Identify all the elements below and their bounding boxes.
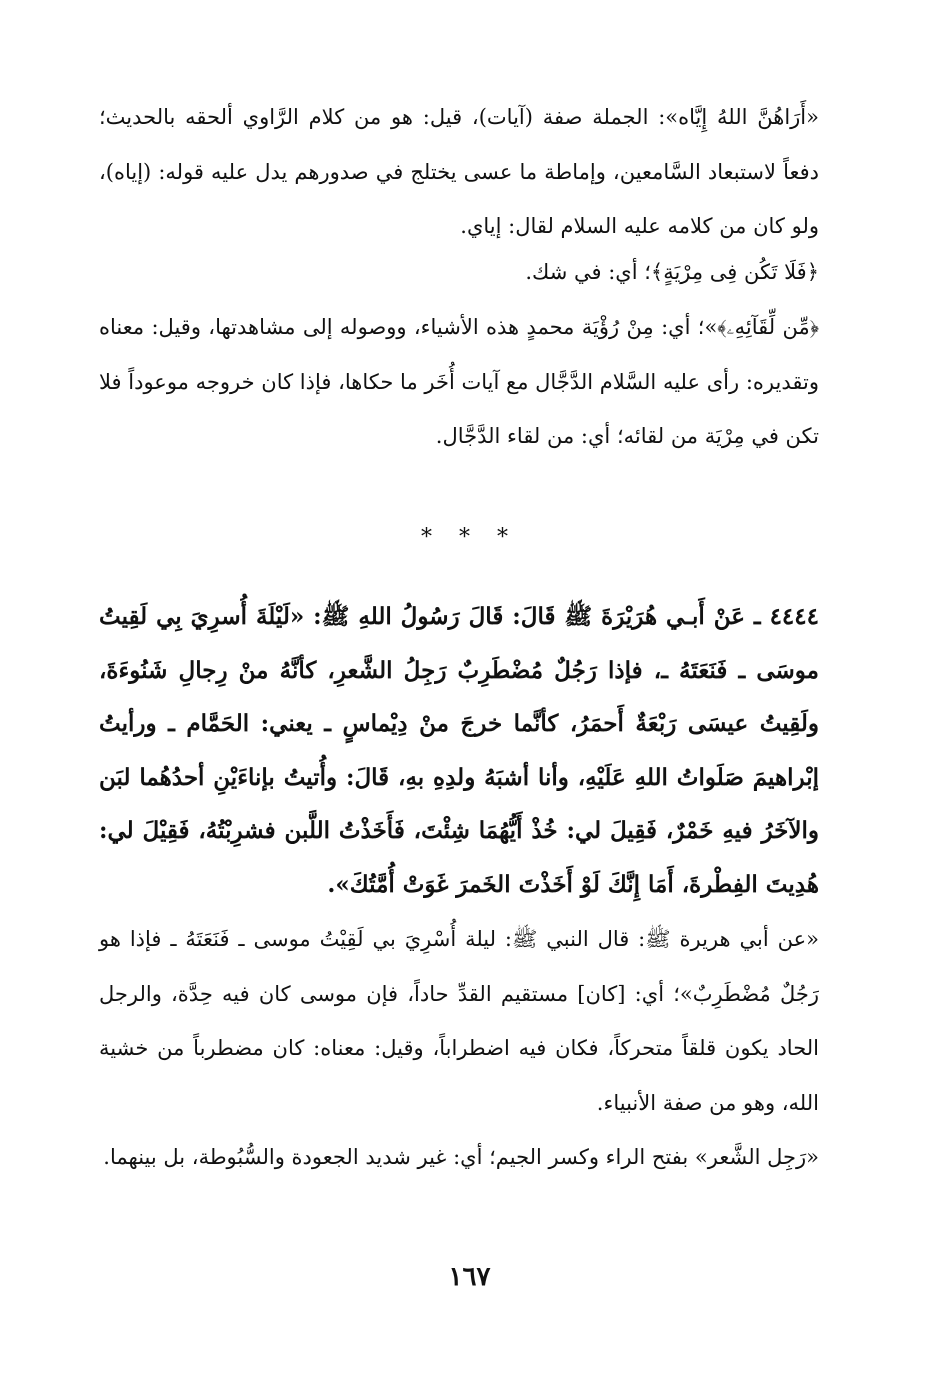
hadith-text: ٤٤٤٤ ـ عَنْ أَبـي هُرَيْرَةَ ﷺ قَالَ: قَالَ رَسُولُ اللهِ ﷺ: «لَيْلَةَ أُسرِيَ بِي لَقِيتُ موسَى ـ فَنَعَتَهُ ـ، فإذا رَجُلٌ مُضْطَرِبٌ رَجِلُ الشَّعرِ، كأنَّهُ منْ رِجالِ شَنُوءَةَ، ولَقِيتُ عيسَى رَبْعَةٌ أَحمَرُ، كأنَّما خرجَ منْ دِيْماسٍ ـ يعني: الحَمَّام ـ ورأيتُ إبْراهيمَ صَلَواتُ اللهِ عَلَيْهِ، وأنا أشبَهُ ولدِهِ بهِ، قَالَ: وأُتيتُ بإناءَيْنِ أحدُهُما لبَن والآخَرُ فيهِ خَمْرٌ، فَقِيلَ لي: خُذْ أَيُّهُمَا شِئْتَ، فَأَخَذْتُ اللَّبن فشرِبْتُهُ، فَقِيْلَ لي: هُدِيتَ الفِطْرةَ، أَمَا إِنَّكَ لَوْ أَخَذْتَ الخَمرَ غَوَتْ أُمَّتُكَ». [99, 603, 819, 898]
commentary-paragraph: ﴿فَلَا تَكُن فِى مِرْيَةٍ﴾؛ أي: في شك. [525, 260, 819, 284]
commentary-paragraph: «رَجِل الشَّعر» بفتح الراء وكسر الجيم؛ أي: غير شديد الجعودة والسُّبُوطة، بل بينهما. [103, 1145, 819, 1169]
page-number: ١٦٧ [448, 1262, 491, 1292]
commentary-paragraph: «أَرَاهُنَّ اللهُ إِيَّاه»: الجملة صفة (آيات)، قيل: هو من كلام الرَّاوي ألحقه بالحديث؛ دفعاً لاستبعاد السَّامعين، وإماطة ما عسى يختلج في صدورهم يدل عليه قوله: (إياه)، ولو كان من كلامه عليه السلام لقال: إياي. [99, 105, 819, 238]
commentary-paragraph: ﴿مِّن لِّقَآئِهِۦ﴾»؛ أي: مِنْ رُؤْيَة محمدٍ هذه الأشياء، ووصوله إلى مشاهدتها، وقيل: معناه وتقديره: رأى عليه السَّلام الدَّجَّال مع آيات أُخَر ما حكاها، فإذا كان خروجه موعوداً فلا تكن في مِرْيَة من لقائه؛ أي: من لقاء الدَّجَّال. [99, 315, 819, 448]
commentary-paragraph: «عن أبي هريرة ﷺ: قال النبي ﷺ: ليلة أُسْرِيَ بي لَقِيْتُ موسى ـ فَنَعَتَهُ ـ فإذا هو رَجُلٌ مُضْطَرِبٌ»؛ أي: [كان] مستقيم القدِّ حاداً، فإن موسى كان فيه حِدَّة، والرجل الحاد يكون قلقاً متحركاً، فكان فيه اضطراباً، وقيل: معناه: كان مضطرباً من خشية الله، وهو من صفة الأنبياء. [99, 927, 819, 1115]
section-separator: * * * [421, 525, 518, 550]
